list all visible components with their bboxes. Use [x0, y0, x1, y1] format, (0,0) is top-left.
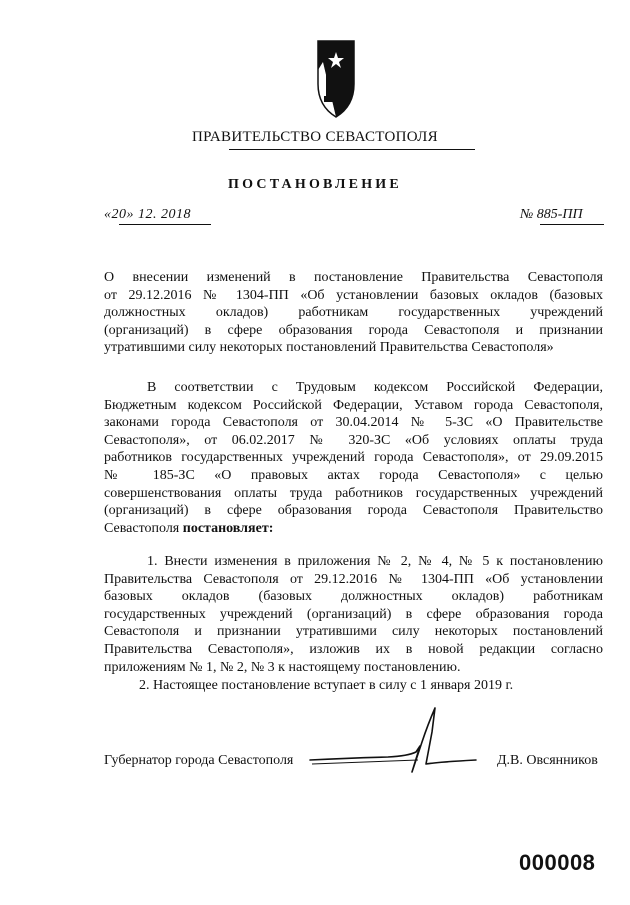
- document-date: «20» 12. 2018: [104, 207, 191, 222]
- subject-line: О внесении изменений в постановление Правительства Севастополя: [104, 270, 603, 285]
- preamble-line: работников государственных учреждений города Севастополя», от 29.09.2015: [104, 450, 603, 466]
- point-1-line: государственных учреждений (организаций) в сфере образования города: [104, 606, 603, 622]
- point-1-paragraph: [104, 553, 603, 676]
- point-1-line: приложениям № 1, № 2, № 3 к настоящему постановлению.: [104, 659, 461, 675]
- signatory-name: Д.В. Овсянников: [497, 753, 598, 768]
- point-1-line: Правительства Севастополя от 29.12.2016 № 1304-ПП «Об установлении: [104, 571, 603, 587]
- point-1-line: Правительства Севастополя», изложив их в новой редакции согласно: [104, 641, 603, 657]
- handwritten-signature: [308, 702, 478, 778]
- sevastopol-coat-of-arms-icon: [317, 40, 355, 118]
- signatory-title: Губернатор города Севастополя: [104, 753, 294, 768]
- subject-line: (организаций) в сфере образования города Севастополя и признании: [104, 322, 603, 338]
- preamble-last-text: Севастополя: [104, 520, 180, 536]
- preamble-paragraph: [104, 379, 603, 537]
- point-2-line: 2. Настоящее постановление вступает в силу с 1 января 2019 г.: [139, 678, 514, 693]
- preamble-last-line: [104, 520, 603, 538]
- organization-name: ПРАВИТЕЛЬСТВО СЕВАСТОПОЛЯ: [192, 129, 438, 145]
- document-number: № 885-ПП: [520, 207, 583, 222]
- organization-underline: [229, 149, 475, 150]
- preamble-line: (организаций) в сфере образования города Севастополя Правительство: [104, 503, 603, 519]
- preamble-line: В соответствии с Трудовым кодексом Российской Федерации,: [147, 380, 603, 395]
- preamble-line: совершенствования оплаты труда работников государственных учреждений: [104, 485, 603, 501]
- subject-line: должностных окладов) работникам государственных учреждений: [104, 305, 603, 321]
- document-type-title: ПОСТАНОВЛЕНИЕ: [228, 177, 402, 192]
- page-serial-number: 000008: [519, 850, 596, 875]
- date-underline: [119, 224, 211, 225]
- number-underline: [540, 224, 604, 225]
- document-subject: [104, 269, 603, 357]
- preamble-line: законами города Севастополя от 30.04.2014 № 5-ЗС «О Правительстве: [104, 415, 603, 431]
- point-1-line: 1. Внести изменения в приложения № 2, № 4, № 5 к постановлению: [147, 554, 603, 569]
- point-1-line: базовых окладов (базовых должностных окладов) работникам: [104, 589, 603, 605]
- subject-line: утратившими силу некоторых постановлений Правительства Севастополя»: [104, 340, 554, 356]
- point-2-paragraph: [104, 677, 603, 695]
- point-1-line: Севастополя и признании утратившими силу некоторых постановлений: [104, 624, 603, 640]
- preamble-line: Бюджетным кодексом Российской Федерации, Уставом города Севастополя,: [104, 397, 603, 413]
- decree-word: постановляет:: [182, 520, 274, 536]
- preamble-line: Севастополя», от 06.02.2017 № 320-ЗС «Об условиях оплаты труда: [104, 432, 603, 448]
- preamble-line: № 185-ЗС «О правовых актах города Севастополя» с целью: [104, 467, 603, 483]
- subject-line: от 29.12.2016 № 1304-ПП «Об установлении базовых окладов (базовых: [104, 287, 603, 303]
